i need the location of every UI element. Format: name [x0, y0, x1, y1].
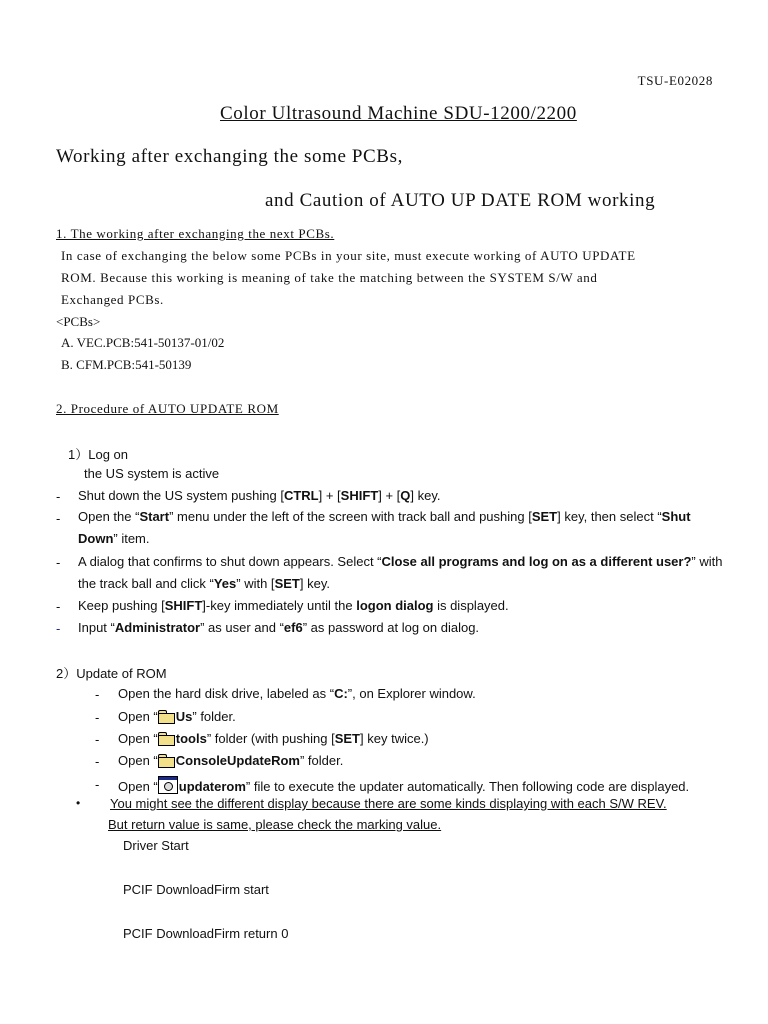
step-keep-shift: Keep pushing [SHIFT]-key immediately until the logon dialog is displayed.	[78, 598, 509, 613]
step-shutdown: Shut down the US system pushing [CTRL] + [SHIFT] + [Q] key.	[78, 488, 441, 503]
pcbs-label: <PCBs>	[56, 314, 101, 329]
bullet-dash: -	[56, 489, 61, 504]
bullet-dash: -	[56, 511, 61, 526]
subtitle-line-2: and Caution of AUTO UP DATE ROM working	[265, 190, 656, 211]
step-input-credentials: Input “Administrator” as user and “ef6” as password at log on dialog.	[78, 620, 480, 635]
step-2-label: 2）Update of ROM	[56, 666, 167, 681]
bullet-dash: -	[56, 621, 61, 636]
step-open-disk: Open the hard disk drive, labeled as “C:”, on Explorer window.	[118, 686, 476, 701]
step-dialog-line-2: the track ball and click “Yes” with [SET] key.	[78, 576, 330, 591]
step-start-menu: Open the “Start” menu under the left of the screen with track ball and pushing [SET] key, then select “Shut Down” item.	[78, 509, 691, 546]
code-line-download-start: PCIF DownloadFirm start	[123, 882, 269, 897]
document-title: Color Ultrasound Machine SDU-1200/2200	[220, 103, 577, 124]
step-open-tools: Open “ tools” folder (with pushing [SET] key twice.)	[118, 731, 429, 746]
section-1-para-line-1: In case of exchanging the below some PCBs in your site, must execute working of AUTO UPDATE	[61, 248, 636, 263]
folder-icon	[158, 732, 175, 745]
section-2-heading: 2. Procedure of AUTO UPDATE ROM	[56, 401, 279, 416]
pcb-b: B. CFM.PCB:541-50139	[61, 357, 192, 372]
bullet-dash: -	[95, 710, 100, 725]
bullet-dash: -	[56, 599, 61, 614]
note-line-2: But return value is same, please check the marking value.	[108, 817, 442, 832]
bullet-dash: -	[95, 732, 100, 747]
application-icon	[158, 776, 178, 794]
step-open-updaterom: Open “ updaterom” file to execute the updater automatically. Then following code are displayed.	[118, 776, 689, 794]
code-line-download-return: PCIF DownloadFirm return 0	[123, 926, 289, 941]
bullet-dash: -	[56, 555, 61, 570]
bullet-dash: -	[95, 777, 100, 792]
folder-icon	[158, 710, 175, 723]
step-1-label: 1）Log on	[68, 447, 128, 462]
step-dialog-line-1: A dialog that confirms to shut down appears. Select “Close all programs and log on as a different user?” with	[78, 554, 723, 569]
pcb-a: A. VEC.PCB:541-50137-01/02	[61, 335, 225, 350]
section-1-para-line-3: Exchanged PCBs.	[61, 292, 164, 307]
note-line-1: You might see the different display because there are some kinds displaying with each S/W REV.	[110, 796, 667, 811]
section-1-para-line-2: ROM. Because this working is meaning of take the matching between the SYSTEM S/W and	[61, 270, 598, 285]
folder-icon	[158, 754, 175, 767]
note-bullet: •	[76, 796, 81, 810]
step-1-note: the US system is active	[84, 466, 220, 481]
document-code: TSU-E02028	[637, 73, 713, 88]
step-open-us: Open “ Us” folder.	[118, 709, 236, 724]
code-line-driver-start: Driver Start	[123, 838, 189, 853]
bullet-dash: -	[95, 687, 100, 702]
bullet-dash: -	[95, 754, 100, 769]
subtitle-line-1: Working after exchanging the some PCBs,	[56, 146, 403, 167]
step-open-consoleupdaterom: Open “ ConsoleUpdateRom” folder.	[118, 753, 344, 768]
section-1-heading: 1. The working after exchanging the next PCBs.	[56, 226, 335, 241]
